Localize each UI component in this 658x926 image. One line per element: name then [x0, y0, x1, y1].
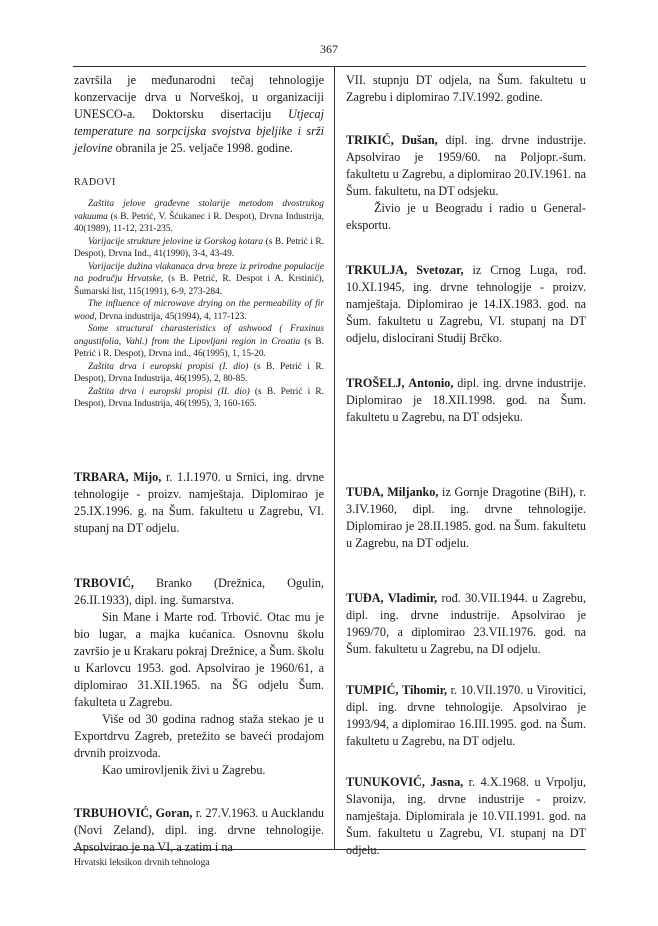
entry-trikic — [346, 132, 586, 200]
work-item — [74, 386, 324, 411]
work-title: Some structural charasteristics of ashwood ( Fraxinus angustifolia, Vahl.) from the Lipovljani region in Croatia — [74, 324, 324, 347]
work-title: Zaštita jelove građevne stolarije metodom dvostrukog vakuuma — [74, 199, 324, 222]
continuation-paragraph: VII. stupnju DT odjela, na Šum. fakultetu u Zagrebu i diplomirao 7.IV.1992. godine. — [346, 73, 586, 104]
entry-paragraph: Kao umirovljenik živi u Zagrebu. — [102, 762, 266, 777]
intro-text: završila je međunarodni tečaj tehnologije konzervacije drva u Norveškoj, u organizaciji UNESCO-a. Doktorsku disertaciju — [74, 73, 324, 121]
work-ref: (s B. Petrić i R. Despot), Drvna ind., 46(1995), 1, 15-20. — [74, 336, 324, 359]
entry-tuda-miljanko — [346, 484, 586, 552]
work-ref: (s B. Petrić, V. Šćukanec i R. Despot), Drvna Industrija, 40(1989), 11-12, 231-235. — [74, 211, 324, 234]
entry-trkulja — [346, 262, 586, 347]
entry-given-name: Goran, — [155, 805, 193, 820]
work-title: Zaštita drva i europski propisi (I. dio) — [88, 361, 249, 372]
entry-surname: TROŠELJ, — [346, 376, 405, 390]
entry-surname: TRBARA, — [74, 469, 129, 484]
entry-trbara — [74, 469, 324, 537]
intro-text-end: obranila je 25. veljače 1998. godine. — [112, 141, 293, 155]
entry-given-name: Dušan, — [401, 133, 438, 147]
bottom-rule — [73, 849, 586, 850]
entry-surname: TRKULJA, — [346, 263, 408, 277]
work-ref: (s B. Petrić, R. Despot i A. Krstinić), Šumarski list, 115(1991), 6-9, 273-284. — [74, 274, 324, 297]
work-item — [74, 298, 324, 323]
entry-given-name: Svetozar, — [416, 263, 464, 277]
entry-text: rođ. 30.VII.1944. u Zagrebu, dipl. ing. drvne industrije. Apsolvirao je 1969/70, a diplomirao 23.VII.1976. god. na Šum. fakultetu u Zagrebu, na DI odjelu. — [346, 591, 586, 656]
work-ref: (s B. Petrić i R. Despot), Drvna Industrija, 46(1995), 3, 160-165. — [74, 386, 324, 409]
entry-text: iz Crnog Luga, rođ. 10.XI.1945, ing. drvne tehnologije - proizv. namještaja. Diplomirao je 14.IX.1983. god. na Šum. fakultetu u Zagrebu, VI. stupanj na DT odjelu, dislocirani Studij Brčko. — [346, 263, 586, 345]
entry-text: dipl. ing. drvne industrije. Diplomirao je 18.XII.1998. god. na Šum. fakultetu u Zagrebu, na DT odsjeku. — [346, 376, 586, 424]
work-ref: (s B. Petrić i R. Despot), Drvna Ind., 41(1990), 3-4, 43-49. — [74, 236, 324, 259]
work-item — [74, 261, 324, 299]
work-item — [74, 361, 324, 386]
work-ref: Drvna industrija, 45(1994), 4, 117-123. — [96, 311, 247, 322]
work-title: Varijacije strukture jelovine iz Gorskog kotara — [88, 236, 264, 247]
work-title: Varijacije dužina vlakanaca drva breze iz prirodne populacije na području Hrvatske, — [74, 261, 324, 284]
intro-paragraph — [74, 72, 324, 157]
entry-surname: TUNUKOVIĆ, — [346, 775, 425, 789]
work-ref: (s B. Petrić i R. Despot), Drvna Industrija, 46(1995), 2, 80-85. — [74, 361, 325, 384]
entry-trbuhovic — [74, 805, 324, 856]
entry-given-name: Tihomir, — [402, 683, 448, 697]
entry-paragraph: Sin Mane i Marte rođ. Trbović. Otac mu je bio lugar, a majka kućanica. Osnovnu školu završio je u Krakaru pokraj Drežnice, a Šum. školu u Karlovcu 1953. god. Apsolvirao je 1960/61, a diplomirao 31.XII.1965. na ŠG odjelu Šum. fakulteta u Zagrebu. — [74, 609, 324, 709]
footer-text: Hrvatski leksikon drvnih tehnologa — [74, 857, 210, 868]
radovi-heading: RADOVI — [74, 177, 116, 188]
page-number: 367 — [320, 42, 338, 56]
entry-text: (Drežnica, Ogulin, 26.II.1933), dipl. ing. šumarstva. — [74, 575, 324, 607]
entry-paragraph: Više od 30 godina radnog staža stekao je u Exportdrvu Zagreb, pretežito se baveći prodajom drvnih proizvoda. — [74, 711, 324, 760]
entry-surname: TUMPIĆ, — [346, 683, 399, 697]
works-list — [74, 198, 324, 411]
entry-tumpic — [346, 682, 586, 750]
top-rule — [73, 66, 586, 67]
right-column — [346, 72, 586, 859]
entry-trbovic — [74, 575, 324, 609]
entry-text: r. 1.I.1970. u Srnici, ing. drvne tehnologije - proizv. namještaja. Diplomirao je 25.IX.1996. g. na Šum. fakultetu u Zagrebu, VI. stupanj na DT odjelu. — [74, 469, 324, 535]
entry-paragraph: Živio je u Beogradu i radio u General-eksportu. — [346, 201, 586, 232]
entry-text: dipl. ing. drvne industrije. Apsolvirao je 1959/60. na Poljopr.-šum. fakultetu u Zagrebu, a diplomirao 20.IV.1961. na Šum. fakultetu, na DT odsjeku. — [346, 133, 587, 198]
work-item — [74, 198, 324, 236]
entry-text: r. 10.VII.1970. u Virovitici, dipl. ing. drvne tehnologije. Apsolvirao je 1993/94, a diplomirao 16.III.1995. god. na Šum. fakultetu u Zagrebu, na DT odjelu. — [346, 683, 587, 748]
entry-tuda-vladimir — [346, 590, 586, 658]
dissertation-title: Utjecaj temperature na sorpcijska svojstva bjeljike i srži jelovine — [74, 107, 324, 155]
entry-given-name: Vladimir, — [387, 591, 438, 605]
entry-surname: TRIKIĆ, — [346, 133, 394, 147]
entry-text: r. 4.X.1968. u Vrpolju, Slavonija, ing. drvne industrije - proizv. namještaja. Diplomirala je 10.VII.1991. god. na Šum. fakultetu u Zagrebu, VI. stupanj na DT odjelu. — [346, 775, 587, 857]
entry-text: r. 27.V.1963. u Aucklandu (Novi Zeland), dipl. ing. drvne tehnologije. Apsolvirao je na VI, a zatim i na — [74, 805, 325, 854]
work-item — [74, 236, 324, 261]
entry-given-name: Mijo, — [133, 469, 162, 484]
work-title: Zaštita drva i europski propisi (II. dio) — [88, 386, 250, 397]
work-item — [74, 323, 324, 361]
entry-given-name: Antonio, — [408, 376, 454, 390]
entry-surname: TUĐA, — [346, 591, 384, 605]
entry-troselj — [346, 375, 586, 426]
work-title: The influence of microwave drying on the permeability of fir wood, — [74, 299, 324, 322]
entry-given-name: Jasna, — [430, 775, 464, 789]
left-column — [74, 72, 324, 856]
entry-surname: TUĐA, — [346, 485, 384, 499]
entry-given-name: Branko — [156, 575, 192, 590]
entry-surname: TRBOVIĆ, — [74, 575, 134, 590]
entry-text: iz Gornje Dragotine (BiH), r. 3.IV.1960, dipl. ing. drvne tehnologije. Diplomirao je 28.II.1985. god. na Šum. fakultetu u Zagrebu, na DT odjelu. — [346, 485, 586, 550]
entry-tunukovic — [346, 774, 586, 859]
column-divider — [334, 66, 335, 849]
entry-given-name: Miljanko, — [387, 485, 439, 499]
entry-surname: TRBUHOVIĆ, — [74, 805, 153, 820]
